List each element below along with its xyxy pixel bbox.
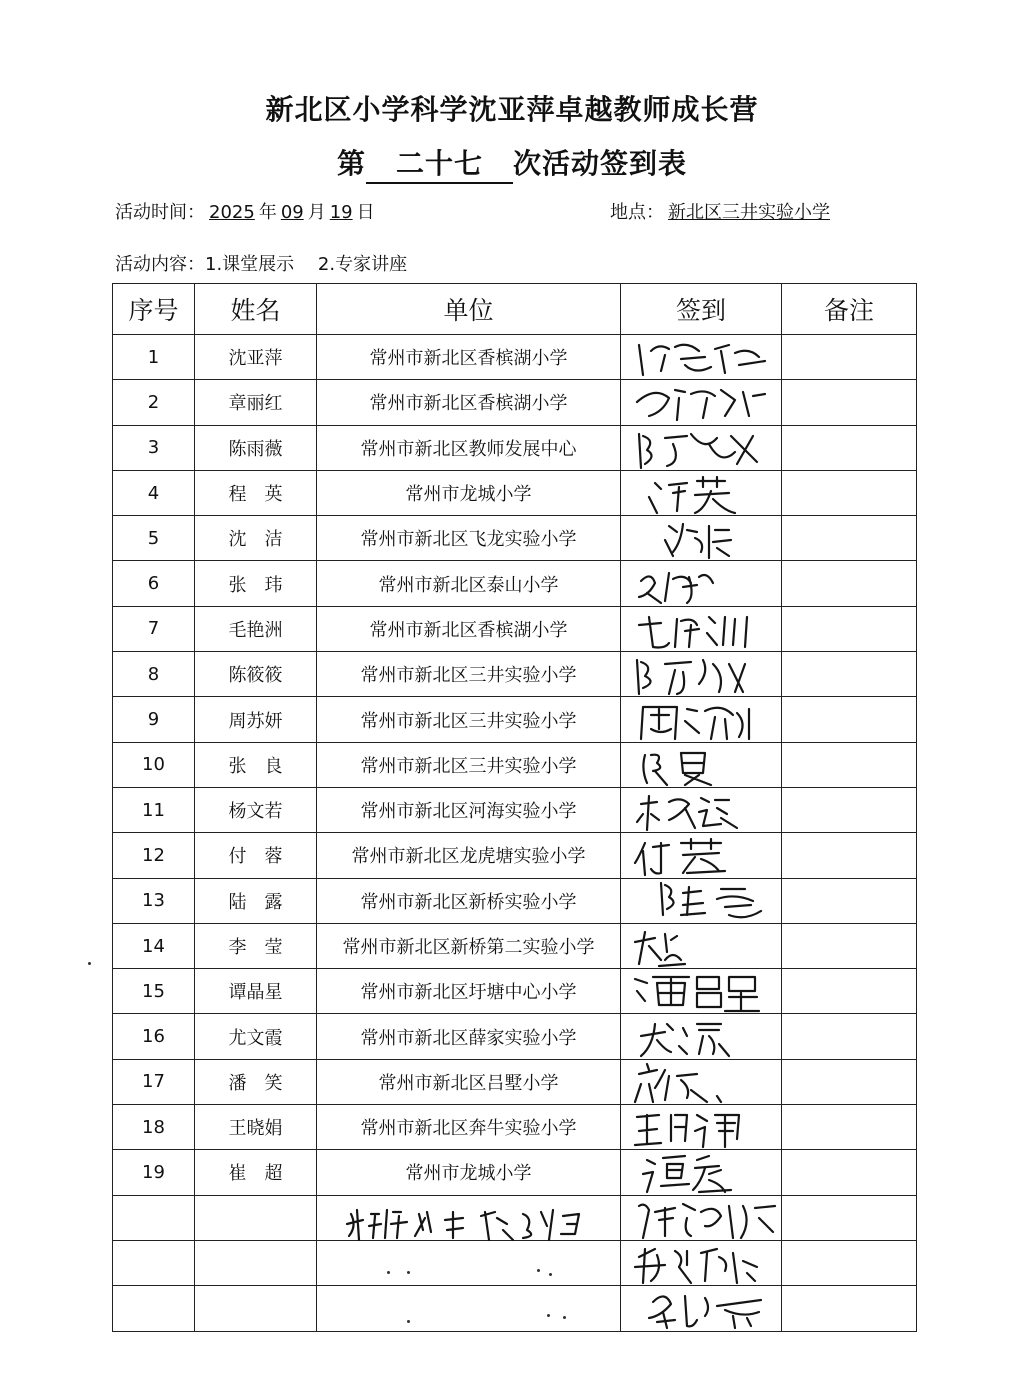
row-note	[782, 833, 917, 878]
handwritten-signature	[625, 648, 775, 700]
row-signature	[621, 380, 782, 425]
handwritten-signature	[625, 557, 775, 609]
row-name: 尤文霞	[195, 1014, 317, 1059]
scan-speck	[88, 962, 91, 965]
row-note	[782, 742, 917, 787]
year-unit: 年	[258, 202, 277, 223]
handwritten-signature	[625, 422, 775, 474]
row-number: 5	[113, 516, 195, 561]
row-name: 谭晶星	[195, 969, 317, 1014]
row-name: 沈亚萍	[195, 335, 317, 380]
row-unit: 常州市新北区奔牛实验小学	[317, 1105, 621, 1150]
row-unit: 常州市新北区香槟湖小学	[317, 606, 621, 651]
row-unit: 常州市新北区圩塘中心小学	[317, 969, 621, 1014]
row-number: 17	[113, 1059, 195, 1104]
row-unit: 常州市新北区教师发展中心	[317, 425, 621, 470]
row-number: 13	[113, 878, 195, 923]
handwritten-signature	[625, 1146, 775, 1198]
time-label: 活动时间：	[115, 202, 205, 223]
table-row	[113, 516, 917, 561]
handwritten-signature	[625, 965, 775, 1017]
ditto-mark	[563, 1316, 566, 1319]
table-row	[113, 606, 917, 651]
row-note	[782, 1195, 917, 1240]
handwritten-signature	[625, 376, 775, 428]
row-unit: 常州市新北区新桥第二实验小学	[317, 923, 621, 968]
handwritten-signature	[625, 467, 775, 519]
handwritten-signature	[625, 784, 775, 836]
row-unit	[317, 1240, 621, 1285]
row-number: 7	[113, 606, 195, 651]
row-name: 杨文若	[195, 787, 317, 832]
place-value: 新北区三井实验小学	[668, 202, 830, 223]
table-row	[113, 1105, 917, 1150]
row-note	[782, 606, 917, 651]
content-value: 1.课堂展示 2.专家讲座	[205, 254, 408, 275]
header-signature: 签到	[621, 284, 782, 335]
activity-content	[115, 250, 407, 276]
row-note	[782, 1014, 917, 1059]
handwritten-signature	[625, 1101, 775, 1153]
row-name	[195, 1240, 317, 1285]
row-name: 张 良	[195, 742, 317, 787]
handwritten-unit	[327, 1196, 607, 1241]
place-label: 地点：	[610, 202, 664, 223]
table-row	[113, 1150, 917, 1195]
handwritten-signature	[625, 1192, 775, 1244]
row-signature	[621, 1150, 782, 1195]
row-note	[782, 969, 917, 1014]
row-note	[782, 425, 917, 470]
row-name: 潘 笑	[195, 1059, 317, 1104]
row-number: 9	[113, 697, 195, 742]
sign-in-table	[112, 283, 917, 1332]
content-label: 活动内容：	[115, 254, 205, 275]
year-value: 2025	[209, 202, 255, 223]
session-prefix: 第	[336, 147, 366, 180]
table-row	[113, 923, 917, 968]
row-note	[782, 470, 917, 515]
session-suffix: 次活动签到表	[513, 147, 688, 180]
row-name: 李 莹	[195, 923, 317, 968]
table-row	[113, 1195, 917, 1240]
row-number	[113, 1286, 195, 1331]
handwritten-signature	[625, 331, 775, 383]
ditto-mark	[549, 1273, 552, 1276]
row-note	[782, 923, 917, 968]
row-signature	[621, 1195, 782, 1240]
row-unit: 常州市新北区河海实验小学	[317, 787, 621, 832]
table-row	[113, 833, 917, 878]
handwritten-signature	[625, 1010, 775, 1062]
row-signature	[621, 606, 782, 651]
header-name: 姓名	[195, 284, 317, 335]
table-row	[113, 425, 917, 470]
row-number: 4	[113, 470, 195, 515]
row-name: 付 蓉	[195, 833, 317, 878]
header-note: 备注	[782, 284, 917, 335]
table-row	[113, 787, 917, 832]
row-signature	[621, 516, 782, 561]
day-unit: 日	[356, 202, 375, 223]
row-number: 18	[113, 1105, 195, 1150]
row-signature	[621, 1286, 782, 1331]
ditto-mark	[407, 1320, 410, 1323]
handwritten-signature	[625, 920, 775, 972]
header-row	[113, 284, 917, 335]
table-row	[113, 380, 917, 425]
ditto-mark	[407, 1271, 410, 1274]
handwritten-signature	[625, 512, 775, 564]
row-signature	[621, 1059, 782, 1104]
row-unit: 常州市新北区三井实验小学	[317, 697, 621, 742]
table-row	[113, 470, 917, 515]
row-note	[782, 1240, 917, 1285]
row-name: 毛艳洲	[195, 606, 317, 651]
row-note	[782, 561, 917, 606]
row-name	[195, 1195, 317, 1240]
session-number: 二十七	[366, 142, 513, 184]
day-value: 19	[329, 202, 353, 223]
row-number: 19	[113, 1150, 195, 1195]
handwritten-signature	[625, 1237, 775, 1289]
row-number: 11	[113, 787, 195, 832]
row-signature	[621, 561, 782, 606]
row-unit: 常州市新北区薛家实验小学	[317, 1014, 621, 1059]
row-number: 2	[113, 380, 195, 425]
row-signature	[621, 878, 782, 923]
row-signature	[621, 1014, 782, 1059]
row-note	[782, 652, 917, 697]
row-unit: 常州市新北区三井实验小学	[317, 742, 621, 787]
row-unit	[317, 1195, 621, 1240]
table-row	[113, 697, 917, 742]
row-number: 10	[113, 742, 195, 787]
row-number: 12	[113, 833, 195, 878]
handwritten-signature	[625, 603, 775, 655]
handwritten-signature	[625, 1282, 775, 1334]
table-row	[113, 652, 917, 697]
row-note	[782, 697, 917, 742]
row-number: 1	[113, 335, 195, 380]
row-note	[782, 380, 917, 425]
row-signature	[621, 697, 782, 742]
row-unit: 常州市新北区吕墅小学	[317, 1059, 621, 1104]
row-name: 张 玮	[195, 561, 317, 606]
table-row	[113, 969, 917, 1014]
row-note	[782, 335, 917, 380]
row-unit: 常州市新北区香槟湖小学	[317, 380, 621, 425]
row-unit: 常州市龙城小学	[317, 1150, 621, 1195]
row-number	[113, 1195, 195, 1240]
row-number	[113, 1240, 195, 1285]
row-name: 王晓娟	[195, 1105, 317, 1150]
handwritten-signature	[625, 739, 775, 791]
handwritten-signature	[625, 875, 775, 927]
row-unit: 常州市龙城小学	[317, 470, 621, 515]
activity-place	[610, 198, 834, 224]
row-number: 3	[113, 425, 195, 470]
session-title	[0, 142, 1024, 184]
row-name: 陈筱筱	[195, 652, 317, 697]
ditto-mark	[537, 1269, 540, 1272]
row-name: 沈 洁	[195, 516, 317, 561]
row-note	[782, 1059, 917, 1104]
row-signature	[621, 652, 782, 697]
row-signature	[621, 335, 782, 380]
table-row	[113, 1014, 917, 1059]
ditto-mark	[547, 1314, 550, 1317]
row-note	[782, 787, 917, 832]
row-number: 15	[113, 969, 195, 1014]
table-row	[113, 1286, 917, 1331]
row-note	[782, 516, 917, 561]
table-row	[113, 561, 917, 606]
table-row	[113, 742, 917, 787]
row-number: 14	[113, 923, 195, 968]
month-value: 09	[280, 202, 304, 223]
row-name: 崔 超	[195, 1150, 317, 1195]
table-row	[113, 1240, 917, 1285]
month-unit: 月	[307, 202, 326, 223]
handwritten-signature	[625, 693, 775, 745]
row-number: 16	[113, 1014, 195, 1059]
ditto-mark	[387, 1271, 390, 1274]
row-signature	[621, 923, 782, 968]
row-name: 周苏妍	[195, 697, 317, 742]
row-signature	[621, 742, 782, 787]
activity-time	[115, 198, 375, 224]
row-name: 陆 露	[195, 878, 317, 923]
row-unit: 常州市新北区三井实验小学	[317, 652, 621, 697]
row-name	[195, 1286, 317, 1331]
row-number: 8	[113, 652, 195, 697]
table-row	[113, 1059, 917, 1104]
row-note	[782, 1105, 917, 1150]
header-no: 序号	[113, 284, 195, 335]
row-signature	[621, 1240, 782, 1285]
table-row	[113, 878, 917, 923]
row-note	[782, 1150, 917, 1195]
handwritten-signature	[625, 1056, 775, 1108]
row-signature	[621, 833, 782, 878]
row-note	[782, 1286, 917, 1331]
row-number: 6	[113, 561, 195, 606]
row-signature	[621, 470, 782, 515]
row-unit	[317, 1286, 621, 1331]
row-signature	[621, 425, 782, 470]
row-signature	[621, 787, 782, 832]
row-signature	[621, 969, 782, 1014]
handwritten-signature	[625, 829, 775, 881]
row-name: 陈雨薇	[195, 425, 317, 470]
document-title: 新北区小学科学沈亚萍卓越教师成长营	[265, 93, 759, 126]
header-unit: 单位	[317, 284, 621, 335]
row-unit: 常州市新北区泰山小学	[317, 561, 621, 606]
row-note	[782, 878, 917, 923]
row-unit: 常州市新北区香槟湖小学	[317, 335, 621, 380]
row-name: 程 英	[195, 470, 317, 515]
row-unit: 常州市新北区龙虎塘实验小学	[317, 833, 621, 878]
row-unit: 常州市新北区飞龙实验小学	[317, 516, 621, 561]
row-unit: 常州市新北区新桥实验小学	[317, 878, 621, 923]
table-row	[113, 335, 917, 380]
row-name: 章丽红	[195, 380, 317, 425]
row-signature	[621, 1105, 782, 1150]
